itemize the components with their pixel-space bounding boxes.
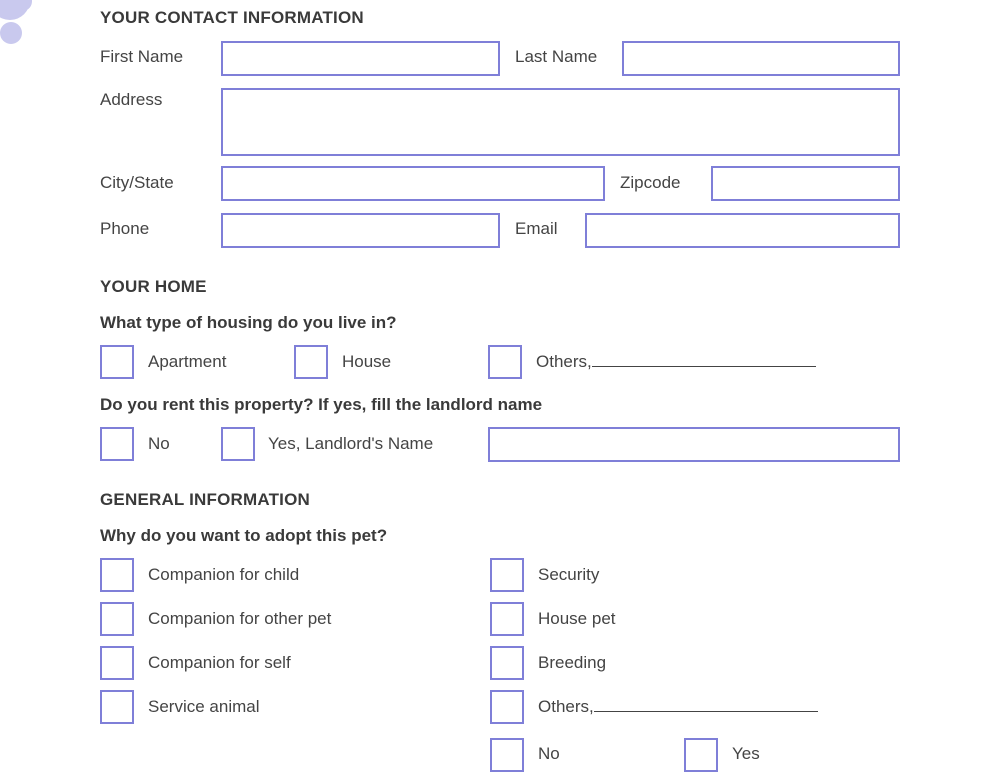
address-label: Address [100, 90, 163, 109]
reason-others-checkbox[interactable] [490, 690, 524, 724]
reason-others-line[interactable] [594, 711, 818, 712]
reason-service-checkbox[interactable] [100, 690, 134, 724]
rent-yes-checkbox[interactable] [221, 427, 255, 461]
address-field[interactable] [221, 88, 900, 156]
next-no-label: No [538, 744, 560, 763]
housing-question: What type of housing do you live in? [100, 313, 397, 332]
adopt-question: Why do you want to adopt this pet? [100, 526, 388, 545]
house-label: House [342, 352, 392, 371]
city-state-field[interactable] [221, 166, 605, 201]
reason-others-text: Others, [538, 697, 594, 716]
zipcode-field[interactable] [711, 166, 900, 201]
rent-no-label: No [148, 434, 170, 453]
next-yes-checkbox[interactable] [684, 738, 718, 772]
reason-house-pet-checkbox[interactable] [490, 602, 524, 636]
housing-others-label [536, 352, 816, 372]
reason-security-label: Security [538, 565, 600, 584]
last-name-label: Last Name [515, 47, 598, 66]
phone-field[interactable] [221, 213, 500, 248]
next-yes-label: Yes [732, 744, 760, 763]
reason-others-label [538, 697, 818, 717]
reason-child-checkbox[interactable] [100, 558, 134, 592]
first-name-label: First Name [100, 47, 184, 66]
rent-yes-label: Yes, Landlord's Name [268, 434, 434, 453]
reason-breeding-label: Breeding [538, 653, 607, 672]
reason-other-pet-checkbox[interactable] [100, 602, 134, 636]
phone-label: Phone [100, 219, 150, 238]
zipcode-label: Zipcode [620, 173, 681, 192]
rent-question: Do you rent this property? If yes, fill the landlord name [100, 395, 543, 414]
last-name-field[interactable] [622, 41, 900, 76]
reason-house-pet-label: House pet [538, 609, 616, 628]
reason-service-label: Service animal [148, 697, 260, 716]
email-label: Email [515, 219, 558, 238]
landlord-name-field[interactable] [488, 427, 900, 462]
reason-self-label: Companion for self [148, 653, 291, 672]
rent-no-checkbox[interactable] [100, 427, 134, 461]
email-field[interactable] [585, 213, 900, 248]
house-checkbox[interactable] [294, 345, 328, 379]
home-heading: YOUR HOME [100, 277, 207, 296]
reason-child-label: Companion for child [148, 565, 300, 584]
reason-breeding-checkbox[interactable] [490, 646, 524, 680]
next-no-checkbox[interactable] [490, 738, 524, 772]
general-heading: GENERAL INFORMATION [100, 490, 310, 509]
contact-heading: YOUR CONTACT INFORMATION [100, 8, 364, 27]
city-state-label: City/State [100, 173, 174, 192]
housing-others-line[interactable] [592, 366, 816, 367]
housing-others-checkbox[interactable] [488, 345, 522, 379]
housing-others-text: Others, [536, 352, 592, 371]
reason-self-checkbox[interactable] [100, 646, 134, 680]
first-name-field[interactable] [221, 41, 500, 76]
reason-security-checkbox[interactable] [490, 558, 524, 592]
apartment-label: Apartment [148, 352, 227, 371]
reason-other-pet-label: Companion for other pet [148, 609, 332, 628]
apartment-checkbox[interactable] [100, 345, 134, 379]
